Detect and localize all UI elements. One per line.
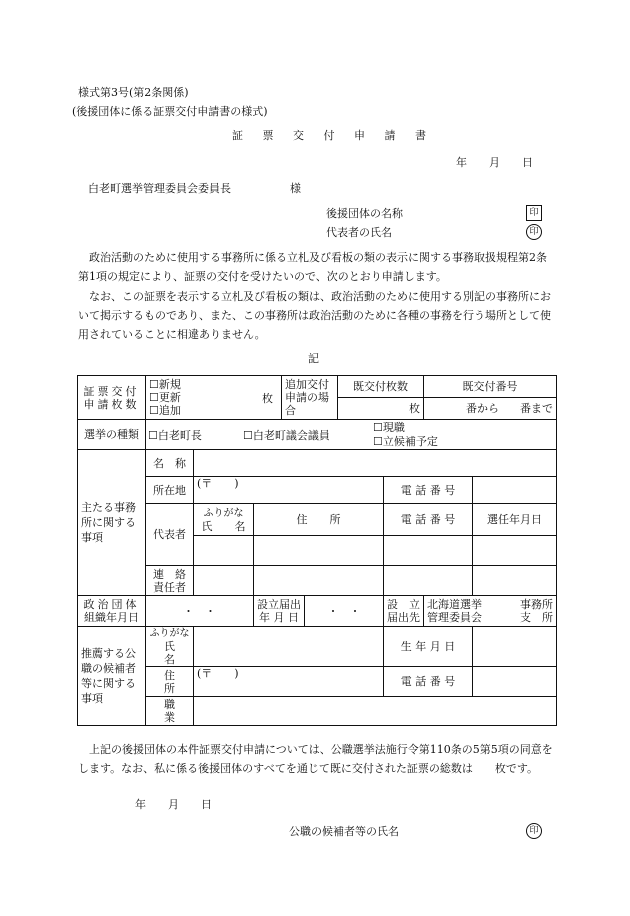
filing-to-label-1: 設 立 (387, 598, 421, 611)
candidate-phone-label: 電 話 番 号 (384, 667, 473, 697)
candidate-furigana-label: ふりがな (149, 628, 190, 639)
form-number: 様式第3号(第2条関係) (78, 86, 189, 99)
org-name-label: 後援団体の名称 (326, 207, 403, 220)
branch-2: 支 所 (520, 611, 554, 624)
occupation-value[interactable] (194, 697, 557, 726)
addressee-honorific: 様 (290, 182, 301, 195)
office-section-label: 主たる事務所に関する事項 (78, 450, 146, 596)
filing-date-label-1: 設立届出 (257, 598, 301, 611)
org-formed-date-dots: ・ ・ (183, 604, 216, 618)
number-from: 番から (466, 402, 500, 415)
issue-type-cell (146, 376, 282, 420)
org-formed-label-1: 政治団体 (83, 598, 140, 611)
filing-date-dots: ・ ・ (327, 604, 361, 618)
branch-1: 事務所 (520, 598, 554, 611)
contact-name-value[interactable] (194, 566, 254, 596)
rep-phone-label: 電 話 番 号 (384, 504, 473, 536)
issued-count-value[interactable] (338, 398, 424, 420)
add-case-label: 追加交付申請の場合 (282, 376, 338, 420)
candidate-section-label: 推薦する公職の候補者等に関する事項 (78, 627, 146, 726)
office-phone-label: 電 話 番 号 (384, 477, 473, 504)
filing-date-value[interactable] (305, 596, 384, 627)
hokkaido-commission-1: 北海道選挙 (427, 598, 483, 611)
office-phone-value[interactable] (473, 477, 557, 504)
candidate-address-value[interactable] (194, 667, 384, 697)
ki-heading: 記 (308, 352, 319, 365)
org-formed-label (78, 596, 146, 627)
office-name-value[interactable] (194, 450, 557, 477)
rep-furigana-name-label (194, 504, 254, 536)
seal-circle-mark (526, 224, 542, 240)
birth-date-label: 生 年 月 日 (384, 627, 473, 667)
hokkaido-commission-2: 管理委員会 (427, 611, 483, 624)
issued-number-range[interactable] (424, 398, 557, 420)
page-title: 証 票 交 付 申 請 書 (232, 129, 434, 142)
rep-phone-value[interactable] (384, 536, 473, 566)
consent-paragraph: 上記の後援団体の本件証票交付申請については、公職選挙法施行令第110条の5第5項の同意をします。なお、私に係る後援団体のすべてを通じて既に交付された証票の総数は 枚です。 (78, 743, 553, 775)
candidate-seal-mark (526, 823, 542, 839)
number-to: 番まで (520, 402, 554, 415)
candidate-address-label: 住 所 (146, 667, 194, 697)
contact-phone-value[interactable] (384, 566, 473, 596)
body-paragraph-1: 政治活動のために使用する事務所に係る立札及び看板の類の表示に関する事務取扱規程第2条第1項の規定により、証票の交付を受けたいので、次のとおり申請します。 (78, 251, 547, 283)
org-formed-date-value[interactable] (146, 596, 254, 627)
form-subtitle: (後援団体に係る証票交付申請書の様式) (72, 105, 268, 118)
issue-count-label-1: 証票交付 (83, 384, 140, 398)
unit-sheets: 枚 (262, 392, 274, 405)
election-type-cell (146, 420, 557, 450)
option-renew[interactable]: ☐更新 (149, 391, 181, 404)
birth-date-value[interactable] (473, 627, 557, 667)
election-council[interactable]: ☐白老町議会議員 (243, 429, 330, 442)
option-new[interactable]: ☐新規 (149, 378, 181, 391)
addressee-name: 白老町選挙管理委員会委員長 (88, 182, 231, 195)
application-table (77, 375, 557, 726)
seal-circle-text: 印 (526, 224, 542, 240)
office-location-label: 所在地 (146, 477, 194, 504)
filing-date-label (254, 596, 305, 627)
status-candidate[interactable]: ☐立候補予定 (373, 435, 438, 448)
office-name-label: 名 称 (146, 450, 194, 477)
postal-mark: (〒 ) (197, 477, 239, 490)
unit-sheets-2: 枚 (409, 402, 421, 415)
candidate-name-label: 公職の候補者等の氏名 (289, 825, 399, 838)
issued-number-label: 既交付番号 (424, 376, 557, 398)
election-type-label: 選挙の種類 (78, 420, 146, 450)
candidate-phone-value[interactable] (473, 667, 557, 697)
representative-label: 代表者 (146, 504, 194, 566)
rep-address-value[interactable] (254, 536, 384, 566)
appointed-date-value[interactable] (473, 536, 557, 566)
body-paragraph-2: なお、この証票を表示する立札及び看板の類は、政治活動のために使用する別記の事務所において掲示するものであり、また、この事務所は政治活動のために各種の事務を行う場所として使用されていることに相違ありません。 (78, 290, 551, 341)
appointed-date-label: 選任年月日 (473, 504, 557, 536)
org-formed-label-2: 組織年月日 (84, 611, 139, 624)
candidate-seal-text: 印 (526, 823, 542, 839)
rep-name-label: 代表者の氏名 (326, 226, 392, 239)
issued-count-label: 既交付枚数 (338, 376, 424, 398)
contact-label-1: 連 絡 (153, 567, 186, 581)
rep-name-value[interactable] (194, 536, 254, 566)
full-name-label: 氏 名 (201, 519, 246, 533)
candidate-postal-mark: (〒 ) (197, 667, 239, 680)
filing-to-label-2: 届出先 (387, 611, 421, 624)
contact-date-value[interactable] (473, 566, 557, 596)
candidate-full-name-label: 氏 名 (164, 640, 197, 666)
application-date: 年 月 日 (456, 156, 533, 169)
option-add[interactable]: ☐追加 (149, 404, 181, 417)
status-current[interactable]: ☐現職 (373, 421, 405, 434)
furigana-label: ふりがな (203, 507, 244, 519)
issue-count-label (78, 376, 146, 420)
candidate-furigana-name-label (146, 627, 197, 667)
occupation-label: 職 業 (146, 697, 194, 726)
seal-square-mark (526, 205, 542, 221)
candidate-name-value[interactable] (194, 627, 384, 667)
rep-address-label: 住 所 (254, 504, 384, 536)
issue-count-label-2: 申請枚数 (83, 397, 140, 411)
seal-square-text: 印 (526, 205, 542, 221)
filing-date-label-2: 年 月 日 (259, 611, 299, 624)
filing-to-value[interactable] (424, 596, 557, 627)
consent-date: 年 月 日 (135, 798, 212, 811)
contact-person-label (146, 566, 194, 596)
office-location-value[interactable] (194, 477, 384, 504)
filing-to-label (384, 596, 424, 627)
election-mayor[interactable]: ☐白老町長 (148, 429, 202, 442)
contact-label-2: 責任者 (153, 580, 186, 594)
contact-address-value[interactable] (254, 566, 384, 596)
